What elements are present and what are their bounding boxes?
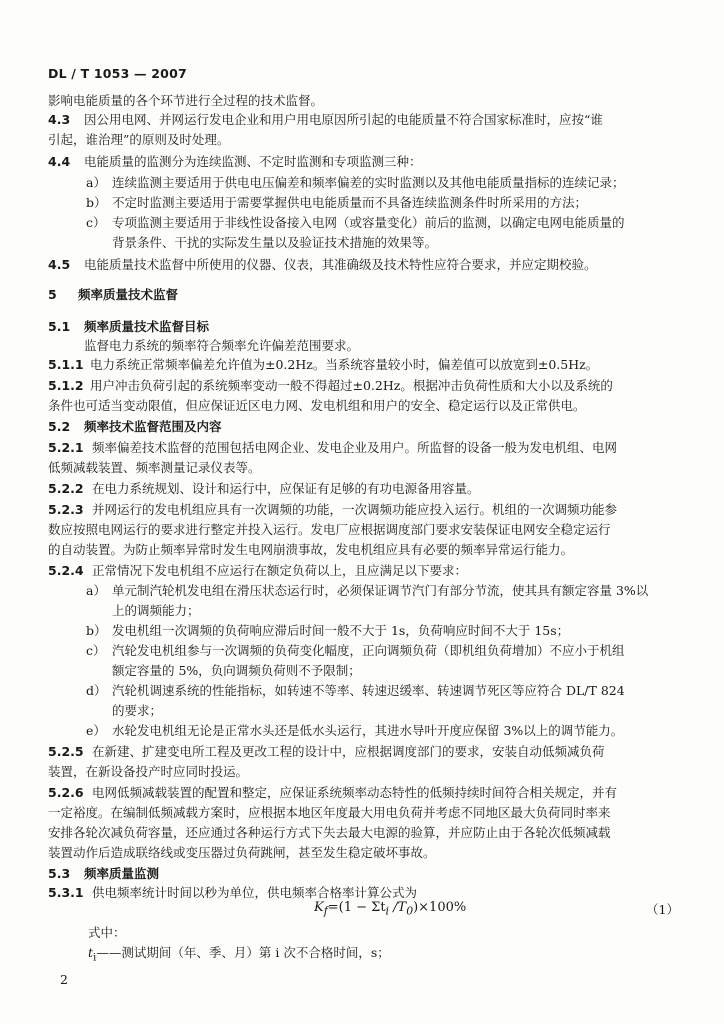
- variable-definition: [88, 944, 390, 967]
- section-title: 频率质量监测: [84, 866, 160, 881]
- text-line: 的自动装置。为防止频率异常时发生电网崩溃事故，发电机组应具有必要的频率异常运行能力。: [48, 542, 574, 557]
- list-continuation: 上的调频能力；: [112, 603, 200, 618]
- list-text: 水轮发电机组无论是正常水头还是低水头运行，其进水导叶开度应保留 3%以上的调节能力。: [112, 723, 624, 738]
- list-text: 单元制汽轮机发电组在滑压状态运行时，必须保证调节汽门有部分节流，使其具有额定容量 3%以: [112, 583, 649, 598]
- list-text: 发电机组一次调频的负荷响应滞后时间一般不大于 1s，负荷响应时间不大于 15s；: [112, 623, 570, 638]
- formula-symbol: K: [314, 900, 324, 915]
- list-label: a）: [86, 583, 106, 598]
- clause-5-2-1: [48, 439, 617, 457]
- text-line: 监督电力系统的频率符合频率允许偏差范围要求。: [84, 338, 360, 353]
- section-5-2-heading: [48, 418, 222, 436]
- list-continuation: 额定容量的 5%，负向调频负荷则不予限制；: [112, 663, 361, 678]
- clause-5-2-4: [48, 562, 467, 580]
- clause-number: 5.2.5: [48, 744, 84, 759]
- text-line: 数应按照电网运行的要求进行整定并投入运行。发电厂应根据调度部门要求安装保证电网安全稳定运行: [48, 522, 611, 537]
- list-text: 汽轮发电机组参与一次调频的负荷变化幅度，正向调频负荷（即机组负荷增加）不应小于机组: [112, 643, 625, 658]
- variable-subscript: i: [93, 951, 97, 964]
- list-label: d）: [86, 683, 107, 698]
- text-line: 影响电能质量的各个环节进行全过程的技术监督。: [48, 93, 324, 108]
- clause-text: 因公用电网、并网运行发电企业和用户用电原因所引起的电能质量不符合国家标准时，应按“谁: [84, 112, 603, 127]
- text-line: 低频减载装置、频率测量记录仪表等。: [48, 460, 261, 475]
- clause-text: 电能质量的监测分为连续监测、不定时监测和专项监测三种：: [84, 154, 422, 169]
- list-item: [86, 582, 648, 600]
- clause-5-1-1: [48, 356, 598, 374]
- list-text: 汽轮机调速系统的性能指标，如转速不等率、转速迟缓率、转速调节死区等应符合 DL/T 824: [112, 683, 625, 698]
- formula-subscript: f: [323, 904, 328, 918]
- variable-symbol: t: [88, 945, 94, 960]
- clause-number: 5.1.2: [48, 378, 84, 393]
- clause-text: 正常情况下发电机组不应运行在额定负荷以上，且应满足以下要求：: [92, 563, 468, 578]
- clause-number: 5.2.2: [48, 481, 84, 496]
- list-label: e）: [86, 723, 106, 738]
- section-title: 频率技术监督范围及内容: [84, 419, 222, 434]
- list-item: [86, 722, 623, 740]
- clause-number: 5.2.4: [48, 563, 84, 578]
- clause-number: 5.2.1: [48, 440, 84, 455]
- clause-number: 4.3: [48, 112, 71, 127]
- formula-part: /T: [389, 900, 407, 915]
- list-label: a）: [86, 175, 106, 190]
- section-5-1-heading: [48, 318, 209, 336]
- where-label: 式中：: [88, 925, 126, 940]
- clause-text: 并网运行的发电机组应具有一次调频的功能，一次调频功能应投入运行。机组的一次调频功能参: [92, 502, 618, 517]
- list-item: [86, 214, 625, 232]
- clause-number: 5.1.1: [48, 357, 84, 372]
- text-line: 装置动作后造成联络线或变压器过负荷跳闸，甚至发生稳定破坏事故。: [48, 845, 436, 860]
- formula-subscript: i: [385, 904, 390, 918]
- clause-text: 电网低频减载装置的配置和整定，应保证系统频率动态特性的低频持续时间符合相关规定，并有: [92, 785, 618, 800]
- clause-text: 用户冲击负荷引起的系统频率变动一般不得超过±0.2Hz。根据冲击负荷性质和大小以及系统的: [90, 378, 613, 393]
- clause-text: 在电力系统规划、设计和运行中，应保证有足够的有功电源备用容量。: [92, 481, 480, 496]
- section-title: 频率质量技术监督目标: [84, 319, 210, 334]
- list-text: 连续监测主要适用于供电电压偏差和频率偏差的实时监测以及其他电能质量指标的连续记录；: [112, 175, 625, 190]
- list-item: [86, 682, 625, 700]
- clause-5-2-3: [48, 501, 617, 519]
- section-5-heading: [48, 286, 178, 304]
- list-text: 不定时监测主要适用于需要掌握供电电能质量而不具备连续监测条件时所采用的方法；: [112, 195, 588, 210]
- text-line: 一定裕度。在编制低频减载方案时，应根据本地区年度最大用电负荷并考虑不同地区最大负荷同时率来: [48, 805, 611, 820]
- standard-number: DL / T 1053 — 2007: [48, 66, 187, 81]
- list-continuation: 背景条件、干扰的实际发生量以及验证技术措施的效果等。: [112, 235, 438, 250]
- list-item: [86, 174, 625, 192]
- equation-number: （1）: [646, 902, 679, 917]
- clause-number: 4.4: [48, 154, 71, 169]
- clause-5-2-5: [48, 743, 605, 761]
- clause-number: 5.3.1: [48, 885, 84, 900]
- variable-description: ——测试期间（年、季、月）第 i 次不合格时间，s；: [96, 945, 390, 960]
- list-label: c）: [86, 643, 106, 658]
- section-number: 5.1: [48, 319, 71, 334]
- list-label: b）: [86, 195, 107, 210]
- clause-text: 供电频率统计时间以秒为单位，供电频率合格率计算公式为: [92, 885, 418, 900]
- clause-text: 电能质量技术监督中所使用的仪器、仪表，其准确级及技术特性应符合要求，并应定期校验。: [84, 257, 597, 272]
- clause-5-1-2: [48, 377, 613, 395]
- list-continuation: 的要求；: [112, 703, 163, 718]
- clause-text: 在新建、扩建变电所工程及更改工程的设计中，应根据调度部门的要求，安装自动低频减负荷: [92, 744, 605, 759]
- section-5-3-heading: [48, 865, 159, 883]
- clause-number: 5.2.3: [48, 502, 84, 517]
- list-label: c）: [86, 215, 106, 230]
- page-number: 2: [60, 972, 68, 987]
- list-item: [86, 642, 625, 660]
- clause-4-3: [48, 111, 603, 129]
- section-number: 5.2: [48, 419, 71, 434]
- clause-number: 4.5: [48, 257, 71, 272]
- list-item: [86, 622, 569, 640]
- clause-number: 5.2.6: [48, 785, 84, 800]
- section-number: 5.3: [48, 866, 71, 881]
- clause-text: 电力系统正常频率偏差允许值为±0.2Hz。当系统容量较小时，偏差值可以放宽到±0.5Hz。: [90, 357, 599, 372]
- text-line: 条件也可适当变动限值，但应保证近区电力网、发电机组和用户的安全、稳定运行以及正常供电。: [48, 398, 586, 413]
- formula-subscript: 0: [406, 904, 414, 918]
- clause-text: 频率偏差技术监督的范围包括电网企业、发电企业及用户。所监督的设备一般为发电机组、电网: [92, 440, 618, 455]
- list-item: [86, 194, 587, 212]
- list-label: b）: [86, 623, 107, 638]
- clause-4-5: [48, 256, 597, 274]
- formula-part: =(1 − Σt: [327, 900, 386, 915]
- text-line: 装置，在新设备投产时应同时投运。: [48, 764, 249, 779]
- clause-5-2-2: [48, 480, 480, 498]
- formula: [314, 900, 466, 918]
- text-line: 安排各轮次减负荷容量，还应通过各种运行方式下失去最大电源的验算，并应防止由于各轮次低频减载: [48, 825, 611, 840]
- text-line: 引起，谁治理”的原则及时处理。: [48, 132, 230, 147]
- clause-5-2-6: [48, 784, 617, 802]
- section-title: 频率质量技术监督: [78, 287, 179, 302]
- formula-part: )×100%: [413, 900, 467, 915]
- clause-4-4: [48, 153, 422, 171]
- list-text: 专项监测主要适用于非线性设备接入电网（或容量变化）前后的监测，以确定电网电能质量的: [112, 215, 625, 230]
- section-number: 5: [48, 287, 57, 302]
